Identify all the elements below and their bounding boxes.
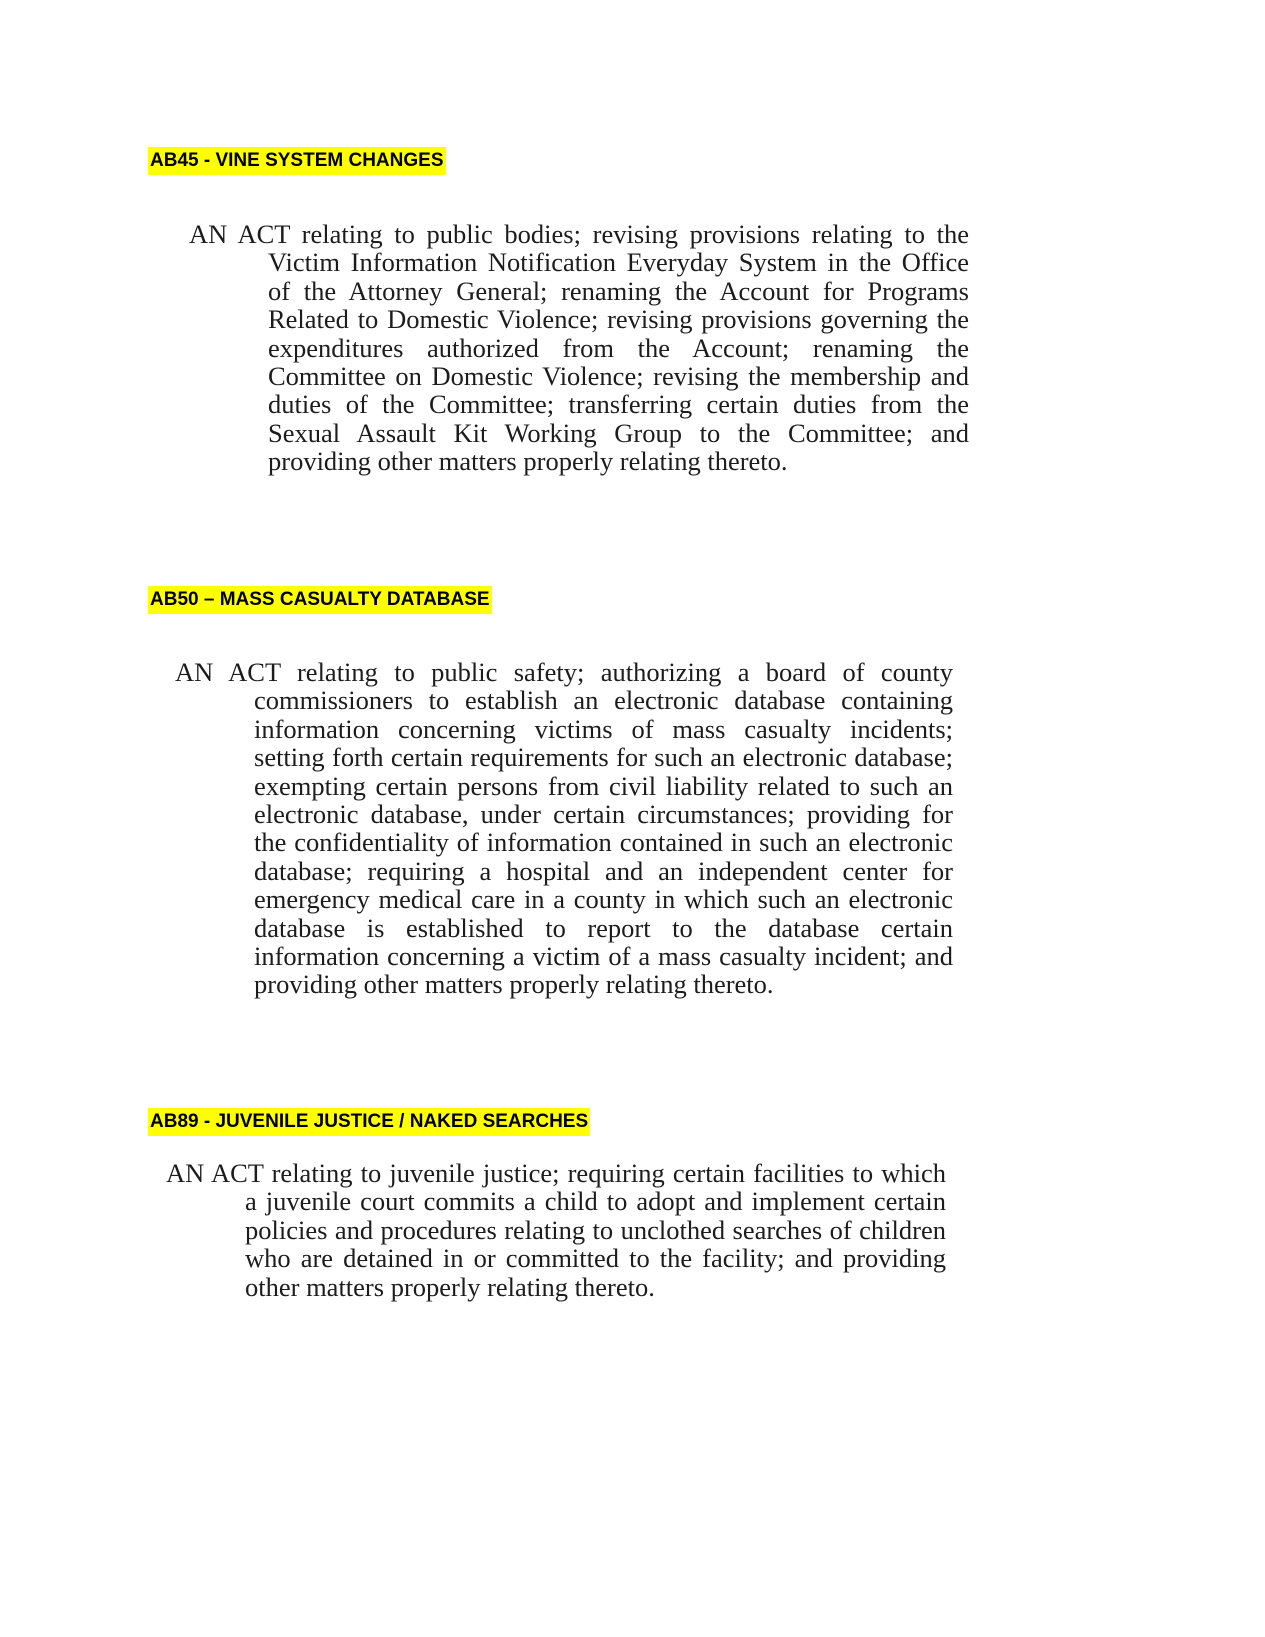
act-description-ab45: AN ACT relating to public bodies; revising provisions relating to the Victim Information Notification Everyday System in the Office of the Attorney General; renaming the Account for Programs Related to Domestic Violence; revising provisions governing the expenditures authorized from the Account; renaming the Committee on Domestic Violence; revising the membership and duties of the Committee; transferring certain duties from the Sexual Assault Kit Working Group to the Committee; and providing other matters properly relating thereto.: [189, 219, 969, 477]
act-description-ab89: AN ACT relating to juvenile justice; requiring certain facilities to which a juvenile court commits a child to adopt and implement certain policies and procedures relating to unclothed searches of children who are detained in or committed to the facility; and providing other matters properly relating thereto.: [166, 1158, 946, 1302]
act-description-ab50: AN ACT relating to public safety; authorizing a board of county commissioners to establish an electronic database containing information concerning victims of mass casualty incidents; setting forth certain requirements for such an electronic database; exempting certain persons from civil liability related to such an electronic database, under certain circumstances; providing for the confidentiality of information contained in such an electronic database; requiring a hospital and an independent center for emergency medical care in a county in which such an electronic database is established to report to the database certain information concerning a victim of a mass casualty incident; and providing other matters properly relating thereto.: [175, 657, 953, 1000]
section-heading-ab50: AB50 – MASS CASUALTY DATABASE: [148, 586, 492, 614]
section-heading-ab45: AB45 - VINE SYSTEM CHANGES: [148, 147, 446, 175]
section-heading-ab89: AB89 - JUVENILE JUSTICE / NAKED SEARCHES: [148, 1108, 590, 1136]
